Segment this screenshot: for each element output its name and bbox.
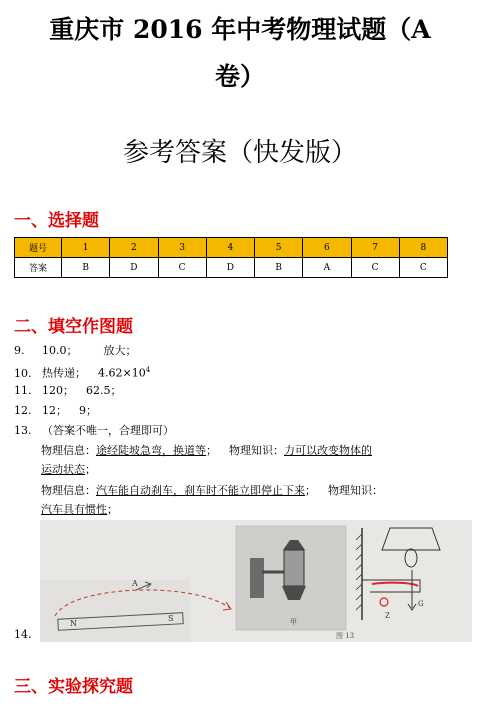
- label-jia: 甲: [290, 618, 297, 626]
- lantern-glass: [284, 550, 304, 586]
- photo-shade: [40, 580, 190, 642]
- label-g: G: [418, 600, 424, 608]
- question-number-cell: 4: [206, 238, 254, 258]
- physics-knowledge-cont: 运动状态: [41, 463, 85, 476]
- label-s: S: [168, 614, 174, 623]
- answer-cell: C: [351, 258, 399, 278]
- answer-note: （答案不唯一，合理即可）: [42, 424, 174, 437]
- question-number-cell: 6: [303, 238, 351, 258]
- q14-figure-drawing: [40, 520, 472, 642]
- answer-line-q12: [14, 403, 97, 419]
- row-label-number: 题号: [15, 238, 62, 258]
- physics-knowledge: 汽车具有惯性: [41, 503, 107, 516]
- section3-heading: 三、实验探究题: [14, 677, 133, 697]
- answer-part: 热传递；: [42, 366, 86, 380]
- answer-cell: B: [255, 258, 303, 278]
- answer-part: 9；: [79, 404, 97, 417]
- question-number-cell: 5: [255, 238, 303, 258]
- answer-part: 4.62×10: [98, 366, 146, 380]
- question-number-cell: 7: [351, 238, 399, 258]
- knowledge-label: 物理知识：: [229, 444, 284, 457]
- label-z: Z: [385, 612, 390, 620]
- answer-line-q13: [14, 423, 174, 439]
- question-number: 14.: [14, 628, 32, 641]
- answer-cell: B: [62, 258, 110, 278]
- answer-cell: D: [206, 258, 254, 278]
- lantern-figure: [236, 526, 346, 630]
- q13-pair2-line2: 汽车具有惯性；: [41, 503, 118, 516]
- answer-cell: C: [399, 258, 447, 278]
- physics-info: 汽车能自动刹车，刹车时不能立即停止下来: [96, 484, 305, 497]
- question-number-cell: 8: [399, 238, 447, 258]
- answer-line-q14: [14, 627, 42, 643]
- answer-cell: D: [110, 258, 158, 278]
- q13-pair2-line1: 物理信息：汽车能自动刹车，刹车时不能立即停止下来； 物理知识：: [41, 484, 383, 497]
- question-number: 12.: [14, 404, 32, 417]
- info-label: 物理信息：: [41, 484, 96, 497]
- answer-line-q11: [14, 383, 122, 399]
- answer-part: 120；: [42, 384, 74, 397]
- answer-table: [14, 237, 448, 278]
- answer-cell: A: [303, 258, 351, 278]
- section2-heading: 二、填空作图题: [14, 317, 133, 337]
- physics-knowledge: 力可以改变物体的: [284, 444, 372, 457]
- question-number-cell: 3: [158, 238, 206, 258]
- answer-part: 10.0；: [42, 344, 78, 357]
- wall-bracket: [250, 558, 264, 598]
- question-number: 10.: [14, 366, 32, 380]
- row-label-answer: 答案: [15, 258, 62, 278]
- question-number: 13.: [14, 424, 32, 437]
- figure-caption: 图 13: [336, 632, 355, 640]
- answer-part: 放大；: [103, 344, 137, 357]
- answer-table-answer-row: [15, 258, 448, 278]
- answer-line-q10: [14, 362, 150, 382]
- question-number: 11.: [14, 384, 32, 397]
- answer-part: 12；: [42, 404, 67, 417]
- doc-title-line2: 卷）: [214, 62, 265, 91]
- info-label: 物理信息：: [41, 444, 96, 457]
- doc-subtitle: 参考答案（快发版）: [122, 138, 357, 168]
- q13-pair1-line2: 运动状态；: [41, 463, 96, 476]
- label-a: A: [132, 579, 138, 588]
- label-n: N: [70, 619, 77, 628]
- answer-cell: C: [158, 258, 206, 278]
- doc-title-line1: 重庆市 2016 年中考物理试题（A: [49, 15, 431, 44]
- question-number-cell: 1: [62, 238, 110, 258]
- question-number-cell: 2: [110, 238, 158, 258]
- section1-heading: 一、选择题: [14, 211, 99, 231]
- q14-answer-photo: [40, 520, 472, 642]
- knowledge-label: 物理知识：: [328, 484, 383, 497]
- physics-info: 途经陡坡急弯，换道等: [96, 444, 206, 457]
- answer-exponent: 4: [145, 366, 151, 374]
- answer-part: 62.5；: [86, 384, 122, 397]
- question-number: 9.: [14, 344, 25, 357]
- q13-pair1-line1: 物理信息：途经陡坡急弯，换道等； 物理知识：力可以改变物体的: [41, 444, 372, 457]
- answer-table-number-row: [15, 238, 448, 258]
- answer-line-q9: [14, 343, 137, 359]
